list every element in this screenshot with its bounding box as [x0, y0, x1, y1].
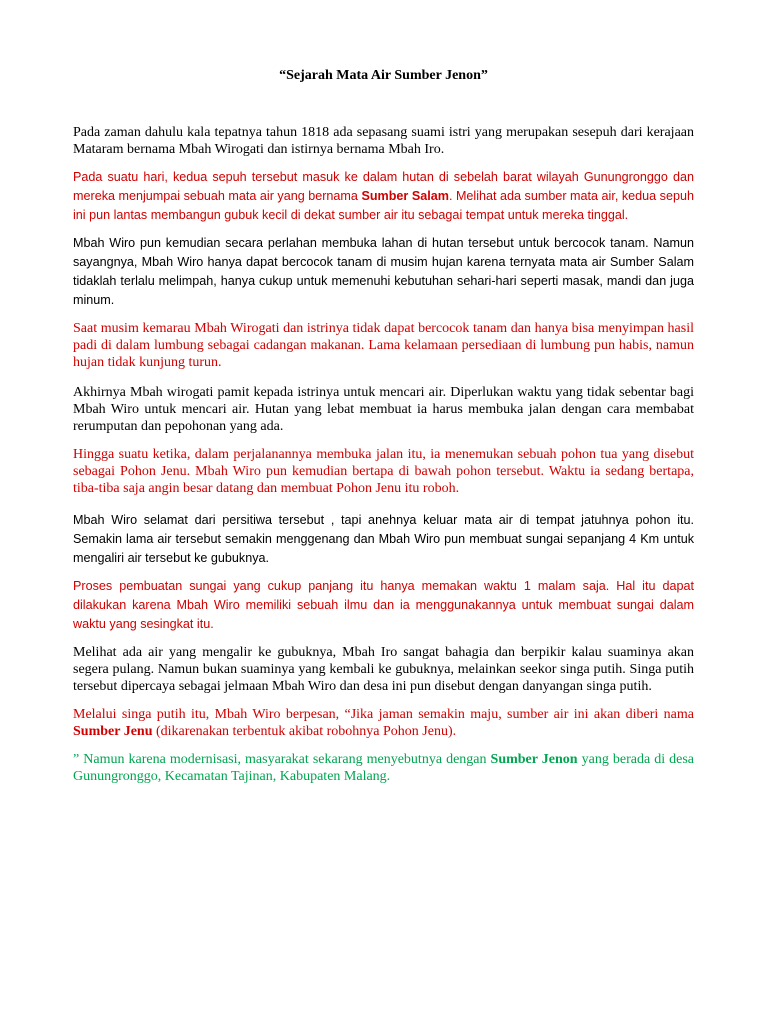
sumber-jenu-name: Sumber Jenu — [73, 724, 153, 739]
paragraph-2-text-start: Pada suatu hari, kedua sepuh tersebut masuk ke dalam hutan di sebelah barat wilayah Gunungronggo dan mereka menjumpai sebuah mata air yang bernama — [73, 170, 694, 203]
paragraph-10-text-start: Melalui singa putih itu, Mbah Wiro berpesan, “Jika jaman semakin maju, sumber air ini akan diberi nama — [73, 707, 694, 722]
paragraph-3: Mbah Wiro pun kemudian secara perlahan membuka lahan di hutan tersebut untuk bercocok tanam. Namun sayangnya, Mbah Wiro hanya dapat bercocok tanam di musim hujan karena ternyata mata air Sumber Salam tidaklah terlalu melimpah, hanya cukup untuk memenuhi kebutuhan sehari-hari seperti masak, mandi dan juga minum. — [73, 236, 694, 307]
paragraph-10-text-end: (dikarenakan terbentuk akibat robohnya Pohon Jenu). — [152, 724, 457, 739]
sumber-salam-name: Sumber Salam — [361, 189, 449, 203]
paragraph-11-text-end: yang berada di desa Gunungronggo, Kecamatan Tajinan, Kabupaten Malang. — [73, 752, 694, 784]
paragraph-8: Proses pembuatan sungai yang cukup panjang itu hanya memakan waktu 1 malam saja. Hal itu dapat dilakukan karena Mbah Wiro memiliki sebuah ilmu dan ia menggunakannya untuk membuat sungai dalam waktu yang sesingkat itu. — [73, 579, 694, 631]
paragraph-6: Hingga suatu ketika, dalam perjalanannya membuka jalan itu, ia menemukan sebuah pohon tua yang disebut sebagai Pohon Jenu. Mbah Wiro pun kemudian bertapa di bawah pohon tersebut. Waktu ia sedang bertapa, tiba-tiba saja angin besar datang dan membuat Pohon Jenu itu roboh. — [73, 447, 694, 496]
sumber-jenon-name: Sumber Jenon — [490, 752, 578, 767]
paragraph-9: Melihat ada air yang mengalir ke gubuknya, Mbah Iro sangat bahagia dan berpikir kalau suaminya akan segera pulang. Namun bukan suaminya yang kembali ke gubuknya, melainkan seekor singa putih. Singa putih tersebut dipercaya sebagai jelmaan Mbah Wiro dan desa ini pun disebut dengan danyangan singa putih. — [73, 645, 694, 694]
paragraph-10 — [73, 706, 694, 740]
paragraph-11-text-start: ” Namun karena modernisasi, masyarakat sekarang menyebutnya dengan — [73, 752, 491, 767]
paragraph-4: Saat musim kemarau Mbah Wirogati dan istrinya tidak dapat bercocok tanam dan hanya bisa menyimpan hasil padi di dalam lumbung sebagai cadangan makanan. Lama kelamaan persediaan di lumbung pun habis, namun hujan tidak kunjung turun. — [73, 321, 694, 370]
paragraph-11 — [73, 751, 694, 785]
paragraph-2 — [73, 168, 694, 225]
paragraph-1: Pada zaman dahulu kala tepatnya tahun 1818 ada sepasang suami istri yang merupakan sesepuh dari kerajaan Mataram bernama Mbah Wirogati dan istirnya bernama Mbah Iro. — [73, 125, 694, 157]
paragraph-2-text-end: . Melihat ada sumber mata air, kedua sepuh ini pun lantas membangun gubuk kecil di dekat sumber air itu sebagai tempat untuk mereka tinggal. — [73, 189, 694, 222]
paragraph-5: Akhirnya Mbah wirogati pamit kepada istrinya untuk mencari air. Diperlukan waktu yang tidak sebentar bagi Mbah Wiro untuk mencari air. Hutan yang lebat membuat ia harus membuka jalan dengan cara membabat rerumputan dan pepohonan yang ada. — [73, 385, 694, 434]
document-title: “Sejarah Mata Air Sumber Jenon” — [279, 68, 488, 83]
paragraph-7: Mbah Wiro selamat dari persitiwa tersebut , tapi anehnya keluar mata air di tempat jatuhnya pohon itu. Semakin lama air tersebut semakin menggenang dan Mbah Wiro pun membuat sungai sepanjang 4 Km untuk mengaliri air tersebut ke gubuknya. — [73, 513, 694, 565]
